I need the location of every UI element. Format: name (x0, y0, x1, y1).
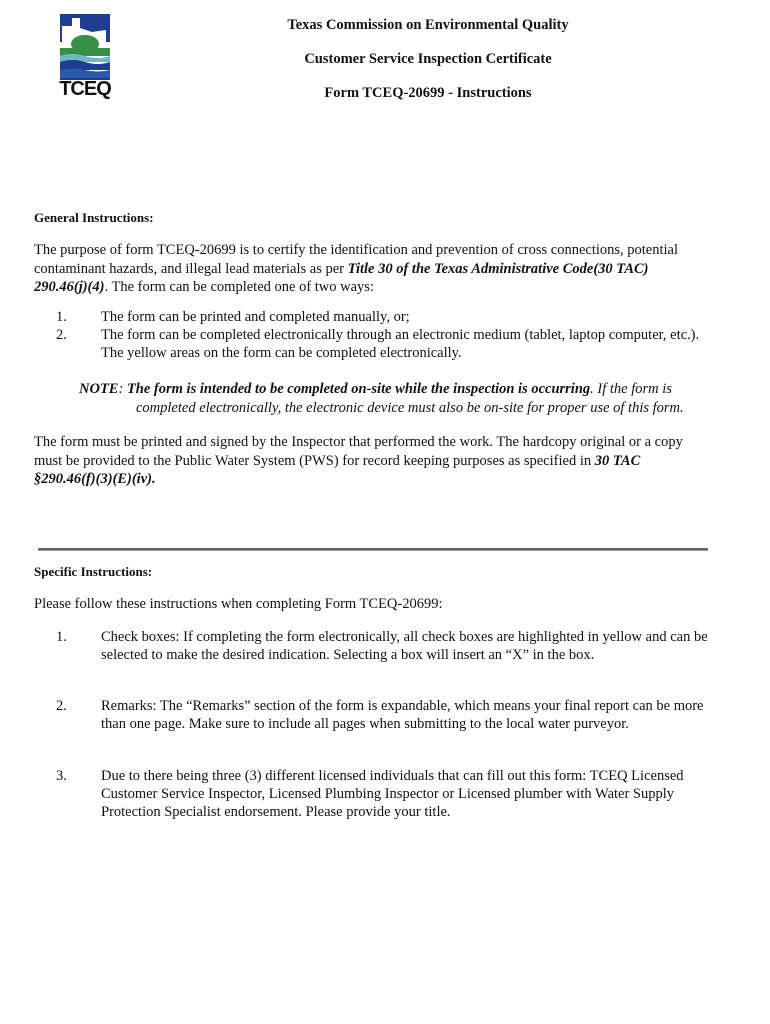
list-text: Protection Specialist endorsement. Please provide your title. (101, 804, 451, 820)
general-list-item (56, 326, 736, 364)
note-emphasis: The form is intended to be completed on-site while the inspection is occurring (126, 381, 591, 397)
specific-list-item (56, 697, 746, 735)
general-intro-line3 (34, 278, 678, 297)
list-number: 3. (56, 768, 67, 784)
list-number: 2. (56, 327, 67, 343)
general-intro-text: contaminant hazards, and illegal lead materials as per (34, 260, 348, 277)
note (79, 380, 684, 417)
logo-text: TCEQ (59, 78, 111, 100)
general-intro-tail: . The form can be completed one of two ways: (104, 279, 374, 295)
list-text: than one page. Make sure to include all pages when submitting to the local water purveyor. (101, 716, 629, 732)
note-text: . If the form is (590, 381, 672, 397)
note-colon: : (118, 381, 127, 397)
list-text: The form can be printed and completed manually, or; (101, 309, 410, 325)
signing-paragraph (34, 433, 683, 489)
list-number: 1. (56, 309, 67, 325)
general-heading: General Instructions: (34, 210, 154, 225)
list-text: Due to there being three (3) different licensed individuals that can fill out this form: TCEQ Licensed (101, 768, 684, 784)
list-number: 2. (56, 698, 67, 714)
specific-list-item (56, 628, 746, 666)
note-line2: completed electronically, the electronic device must also be on-site for proper use of this form. (136, 399, 684, 416)
note-line1 (79, 380, 684, 399)
list-text: selected to make the desired indication. Selecting a box will insert an “X” in the box. (101, 647, 595, 663)
section-divider (38, 548, 708, 551)
general-intro (34, 241, 678, 297)
list-text: The form can be completed electronically through an electronic medium (tablet, laptop computer, etc.). (101, 327, 700, 343)
specific-intro: Please follow these instructions when completing Form TCEQ-20699: (34, 596, 443, 612)
signing-line1: The form must be printed and signed by the Inspector that performed the work. The hardcopy original or a copy (34, 434, 683, 450)
specific-list-item (56, 767, 746, 823)
general-intro-line2 (34, 260, 678, 279)
tac-ref: 30 TAC (594, 452, 641, 469)
list-text: Customer Service Inspector, Licensed Plumbing Inspector or Licensed plumber with Water Supply (101, 786, 675, 802)
tac-ref-section: §290.46(f)(3)(E)(iv). (34, 471, 156, 487)
list-text: Remarks: The “Remarks” section of the form is expandable, which means your final report can be more (101, 698, 704, 714)
signing-text: must be provided to the Public Water System (PWS) for record keeping purposes as specified in (34, 452, 595, 469)
header-agency: Texas Commission on Environmental Quality (287, 17, 569, 33)
list-text: The yellow areas on the form can be completed electronically. (101, 345, 462, 361)
header-title: Customer Service Inspection Certificate (304, 51, 552, 67)
general-list-item (56, 308, 736, 326)
tac-citation: Title 30 of the Texas Administrative Code(30 TAC) (347, 260, 649, 277)
specific-heading: Specific Instructions: (34, 564, 153, 579)
signing-line2 (34, 452, 683, 471)
tac-section: 290.46(j)(4) (34, 279, 105, 295)
general-intro-line1: The purpose of form TCEQ-20699 is to certify the identification and prevention of cross connections, potential (34, 242, 679, 258)
note-label: NOTE (79, 381, 119, 397)
tceq-logo (58, 12, 112, 104)
header-form: Form TCEQ-20699 - Instructions (324, 85, 532, 101)
list-text: Check boxes: If completing the form electronically, all check boxes are highlighted in yellow and can be (101, 629, 708, 645)
list-number: 1. (56, 629, 67, 645)
